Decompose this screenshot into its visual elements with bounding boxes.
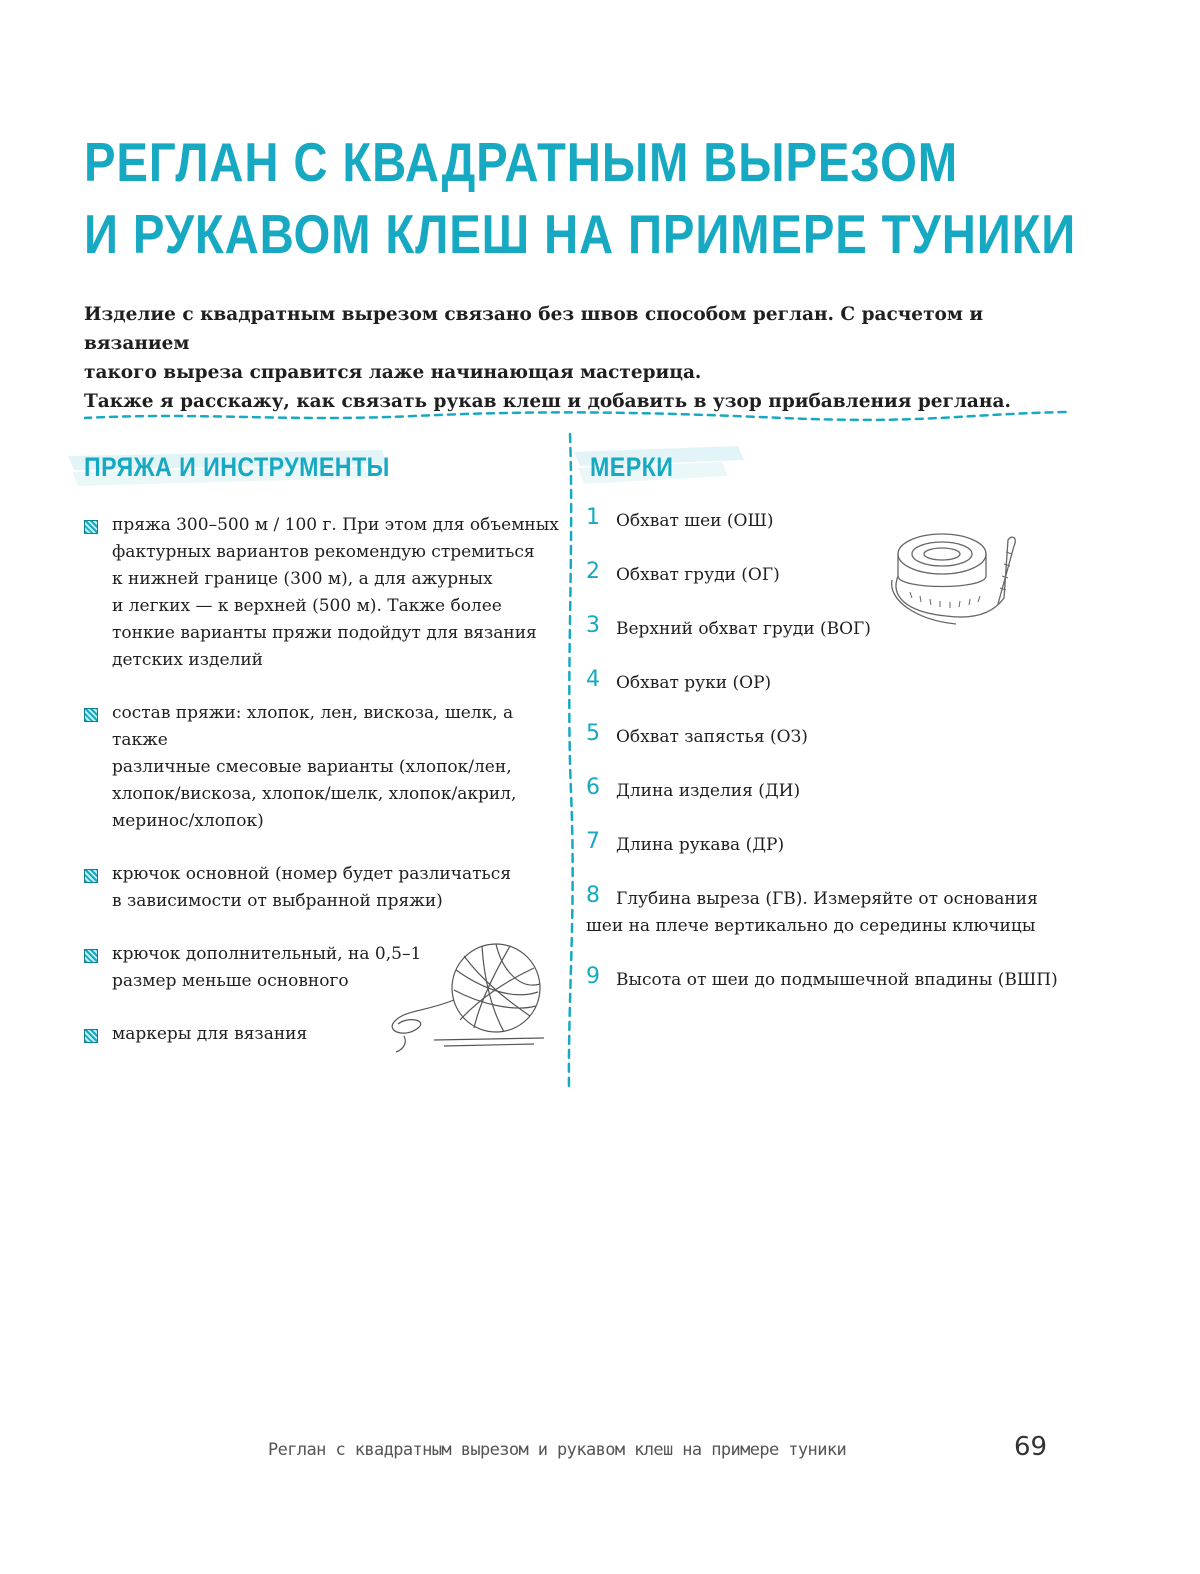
measurement-number: 2 [586,559,600,584]
measurement-number: 5 [586,721,600,746]
list-item-line: пряжа 300–500 м / 100 г. При этом для объемных [112,515,559,535]
list-item-line: маркеры для вязания [112,1024,308,1044]
list-item-line: крючок дополнительный, на 0,5–1 [112,944,422,964]
measurement-item [586,613,1106,643]
list-item-line: размер меньше основного [112,971,349,991]
intro-line: Изделие с квадратным вырезом связано без швов способом реглан. С расчетом и вязанием [84,304,984,354]
measurement-label: Обхват запястья (ОЗ) [616,727,808,747]
page-title-line-1: РЕГЛАН С КВАДРАТНЫМ ВЫРЕЗОМ [84,131,959,193]
measurement-number: 4 [586,667,600,692]
measurement-label: Глубина выреза (ГВ). Измеряйте от основания [616,889,1038,909]
measurement-item [586,775,1106,805]
measurement-number: 3 [586,613,600,638]
bullet-icon [84,1029,98,1043]
list-item-line: тонкие варианты пряжи подойдут для вязания [112,623,537,643]
list-item-line: хлопок/вискоза, хлопок/шелк, хлопок/акрил, [112,784,517,804]
page-title [84,126,1116,270]
measurement-item [586,559,1106,589]
measurement-item [586,505,1106,535]
measurement-label: Верхний обхват груди (ВОГ) [616,619,871,639]
bullet-icon [84,520,98,534]
bullet-icon [84,949,98,963]
measurement-label: Обхват шеи (ОШ) [616,511,774,531]
list-item-line: состав пряжи: хлопок, лен, вискоза, шелк, а также [112,703,514,750]
list-item-line: в зависимости от выбранной пряжи) [112,891,443,911]
bullet-icon [84,708,98,722]
list-item [84,700,564,835]
measurement-item [586,667,1106,697]
measurement-item [586,829,1106,859]
page-number: 69 [1014,1432,1048,1462]
list-item-line: детских изделий [112,650,263,670]
measurement-item [586,883,1106,940]
measurement-label: Длина рукава (ДР) [616,835,785,855]
list-item-line: к нижней границе (300 м), а для ажурных [112,569,493,589]
measurement-number: 7 [586,829,600,854]
list-item-line: и легких — к верхней (500 м). Также более [112,596,502,616]
measuring-tape-icon [886,520,1020,632]
list-item-line: различные смесовые варианты (хлопок/лен, [112,757,512,777]
running-footer-title: Реглан с квадратным вырезом и рукавом клеш на примере туники [268,1440,847,1460]
measurement-number: 8 [586,883,600,908]
measurement-label: Обхват груди (ОГ) [616,565,780,585]
yarn-section-heading: ПРЯЖА И ИНСТРУМЕНТЫ [84,452,390,482]
intro-line: такого выреза справится лаже начинающая мастерица. [84,362,702,383]
horizontal-dashed-divider [84,402,1074,432]
intro-line: Также я расскажу, как связать рукав клеш и добавить в узор прибавления реглана. [84,391,1011,412]
page-title-line-2: И РУКАВОМ КЛЕШ НА ПРИМЕРЕ ТУНИКИ [84,203,1077,265]
list-item [84,512,564,674]
measurement-number: 9 [586,964,600,989]
measurement-number: 6 [586,775,600,800]
measurement-label: Высота от шеи до подмышечной впадины (ВШП) [616,970,1058,990]
bullet-icon [84,869,98,883]
list-item [84,861,564,915]
measurement-label: Длина изделия (ДИ) [616,781,801,801]
measurement-item [586,721,1106,751]
intro-paragraph [84,300,1084,416]
measurements-list [586,505,1106,1021]
measurement-label: Обхват руки (ОР) [616,673,772,693]
ball-of-yarn-icon [384,940,554,1060]
list-item-line: меринос/хлопок) [112,811,264,831]
measurement-item [586,964,1106,994]
list-item-line: фактурных вариантов рекомендую стремиться [112,542,535,562]
measurement-number: 1 [586,505,600,530]
measurements-section-heading: МЕРКИ [590,452,674,482]
measurement-label: шеи на плече вертикально до середины ключицы [586,916,1036,936]
list-item-line: крючок основной (номер будет различаться [112,864,512,884]
